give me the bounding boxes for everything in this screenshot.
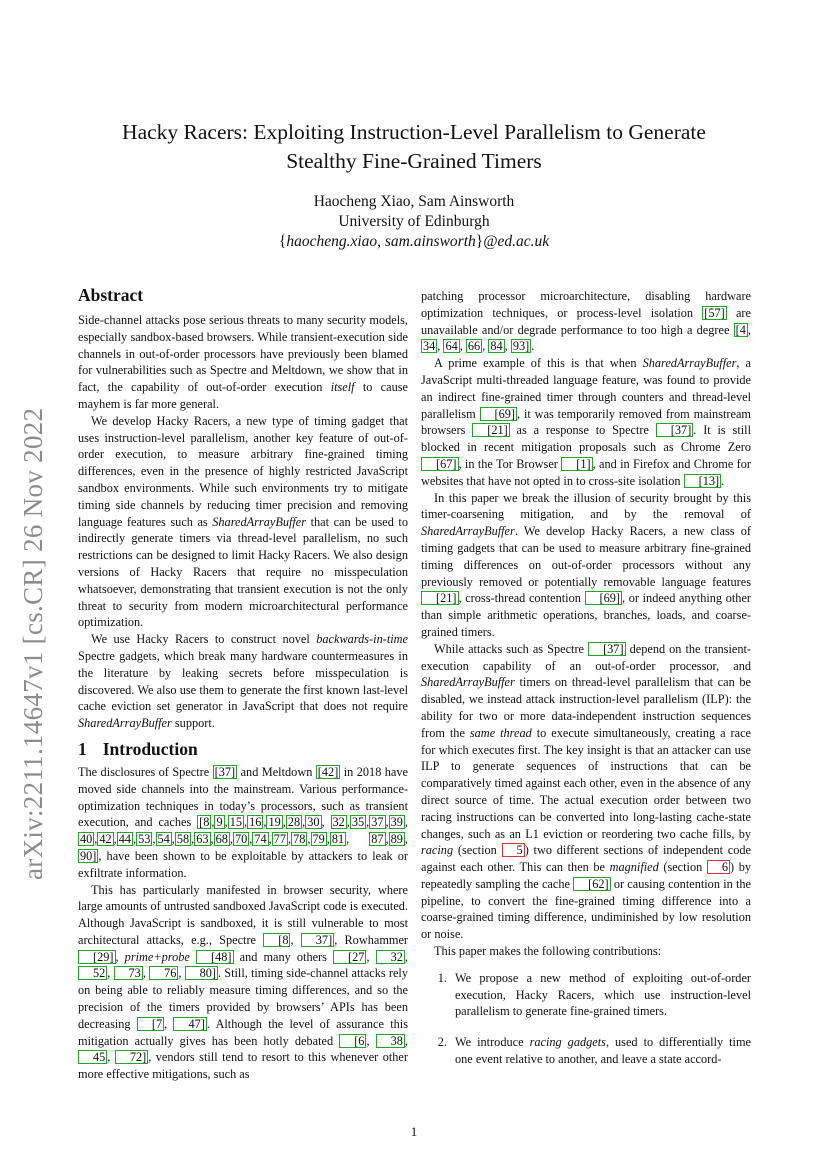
author-block [60,192,768,252]
introduction-number: 1 [78,738,87,759]
page-number: 1 [410,1124,418,1139]
left-column [78,284,408,1083]
email-domain: @ed.ac.uk [483,233,550,250]
intro-paragraph-6: This paper makes the following contributions: [434,944,662,959]
paper-title [60,118,768,176]
intro-paragraph-5: While attacks such as Spectre [37] depend on the transient-execution capability of an out-of-order processor, and SharedArrayBuffer timers on thread-level parallelism that can be disabled, we instead attack instruction-level parallelism (ILP): the ability for two or more data-independent instruction sequences from the same thread to execute simultaneously, creating a race for which executes first. The key insight is that an attacker can use ILP to generate sequences of instructions that can be comparatively timed against each other, even in the absence of any direct source of time. The actual execution order between two racing instructions can be converted into long-lasting cache-state changes, such as an L1 eviction or reordering two cache fills, by racing (section 5 ) two different sections of independent code against each other. This can then be magnified (section 6 ) by repeatedly sampling the cache [62] or causing contention in the pipeline, to convert the fine-grained timing difference into a coarse-grained timing difference, undiminished by low resolution or noise. [421,641,752,942]
contributions-list [421,970,751,1068]
abstract-paragraph-1: Side-channel attacks pose serious threats to many security models, especially sandbox-based browsers. While transient-execution side channels in out-of-order processors have previously been blamed for vulnerabilities such as Spectre and Meltdown, we show that in fact, the capability of out-of-order execution itself to cause mayhem is far more general. [78,313,408,411]
arxiv-identifier-stamp: arXiv:2211.14647v1 [cs.CR] 26 Nov 2022 [18,407,48,880]
author-emails: {haocheng.xiao, sam.ainsworth}@ed.ac.uk [278,233,550,250]
abstract-heading: Abstract [78,285,144,305]
title-line-1: Hacky Racers: Exploiting Instruction-Level Parallelism to Generate [122,120,706,144]
intro-paragraph-3: A prime example of this is that when SharedArrayBuffer, a JavaScript multi-threaded language feature, was found to provide an indirect fine-grained timer through counters and thread-level parallelism [69] , it was temporarily removed from mainstream browsers [21] as a response to Spectre [37] . It is still blocked in recent mitigation proposals such as Chrome Zero [67] , in the Tor Browser [1] , and in Firefox and Chrome for websites that have not opted in to cross-site isolation [13] . [421,356,751,488]
intro-paragraph-4: In this paper we break the illusion of security brought by this timer-coarsening mitigation, and by the removal of SharedArrayBuffer. We develop Hacky Racers, a new class of timing gadgets that can be used to measure arbitrary fine-grained timing differences on out-of-order processors without any previously removed or potentially removable language features [21] , cross-thread contention [69] , or indeed anything other than simple arithmetic operations, branches, loads, and coarse-grained timers. [421,490,751,639]
author-affiliation: University of Edinburgh [338,213,490,230]
introduction-heading [78,738,408,760]
intro-paragraph-2-continued: patching processor microarchitecture, disabling hardware optimization techniques, or process-level isolation [57] are unavailable and/or degrade performance to too high a degree [4 , 34 , 64 , 66 , 84 , 93] . [421,289,751,354]
intro-paragraph-2: This has particularly manifested in browser security, where large amounts of untrusted sandboxed JavaScript code is executed. Although JavaScript is sandboxed, it is still vulnerable to most architectural attacks, e.g., Spectre [8 , 37] , Rowhammer [29] , prime+probe [48] and many others [27 , 32 , 52 , 73 , 76 , 80] . Still, timing side-channel attacks rely on being able to reliably measure timing differences, and so the precision of the timers provided by browsers’ APIs has been decreasing [7 , 47] . Although the level of assurance this mitigation actually gives has been hotly debated [6 , 38 , 45 , 72] , vendors still tend to resort to this whenever other more effective mitigations, such as [78,882,408,1082]
abstract-paragraph-2: We develop Hacky Racers, a new type of timing gadget that uses instruction-level parallelism, another key feature of out-of-order execution, to measure arbitrary fine-grained timing differences, even in the presence of highly restricted JavaScript sandbox environments. While such environments try to mitigate timing side channels by reducing timer precision and removing language features such as SharedArrayBuffer that can be used to indirectly generate timers via thread-level parallelism, no such restrictions can be designed to limit Hacky Racers. We also design versions of Hacky Racers that require no misspeculation whatsoever, demonstrating that transient execution is not the only threat to security from modern microarchitectural performance optimization. [78,413,408,630]
intro-paragraph-1: The disclosures of Spectre [37] and Meltdown [42] in 2018 have moved side channels into the mainstream. Various performance-optimization techniques in today’s processors, such as transient execution, and caches [8 , 9 , 15 , 16 , 19 , 28 , 30 , 32 , 35 , 37 , 39 ,40 , 42 , 44 , 53 , 54 , 58 , 63 , 68 , 70 , 74 , 77 , 78 , 79 , 81 , 87 , 89 ,90] , have been shown to be exploitable by attackers to leak or exfiltrate information. [78,764,408,880]
right-column [421,288,751,1082]
title-line-2: Stealthy Fine-Grained Timers [286,149,542,173]
email-names: haocheng.xiao, sam.ainsworth [286,233,476,250]
author-names: Haocheng Xiao, Sam Ainsworth [313,193,515,210]
list-item: 2. We introduce racing gadgets, used to differentially time one event relative to another, and leave a state accord- [437,1035,752,1067]
introduction-title: Introduction [102,738,198,759]
list-item: 1. We propose a new method of exploiting out-of-order execution, Hacky Racers, which use instruction-level parallelism to generate fine-grained timers. [437,970,751,1019]
abstract-paragraph-3: We use Hacky Racers to construct novel backwards-in-time Spectre gadgets, which break many hardware countermeasures in the literature by leaking secrets before misspeculation is discovered. We also use them to generate the first known last-level cache eviction set generator in JavaScript that does not require SharedArrayBuffer support. [78,632,408,731]
